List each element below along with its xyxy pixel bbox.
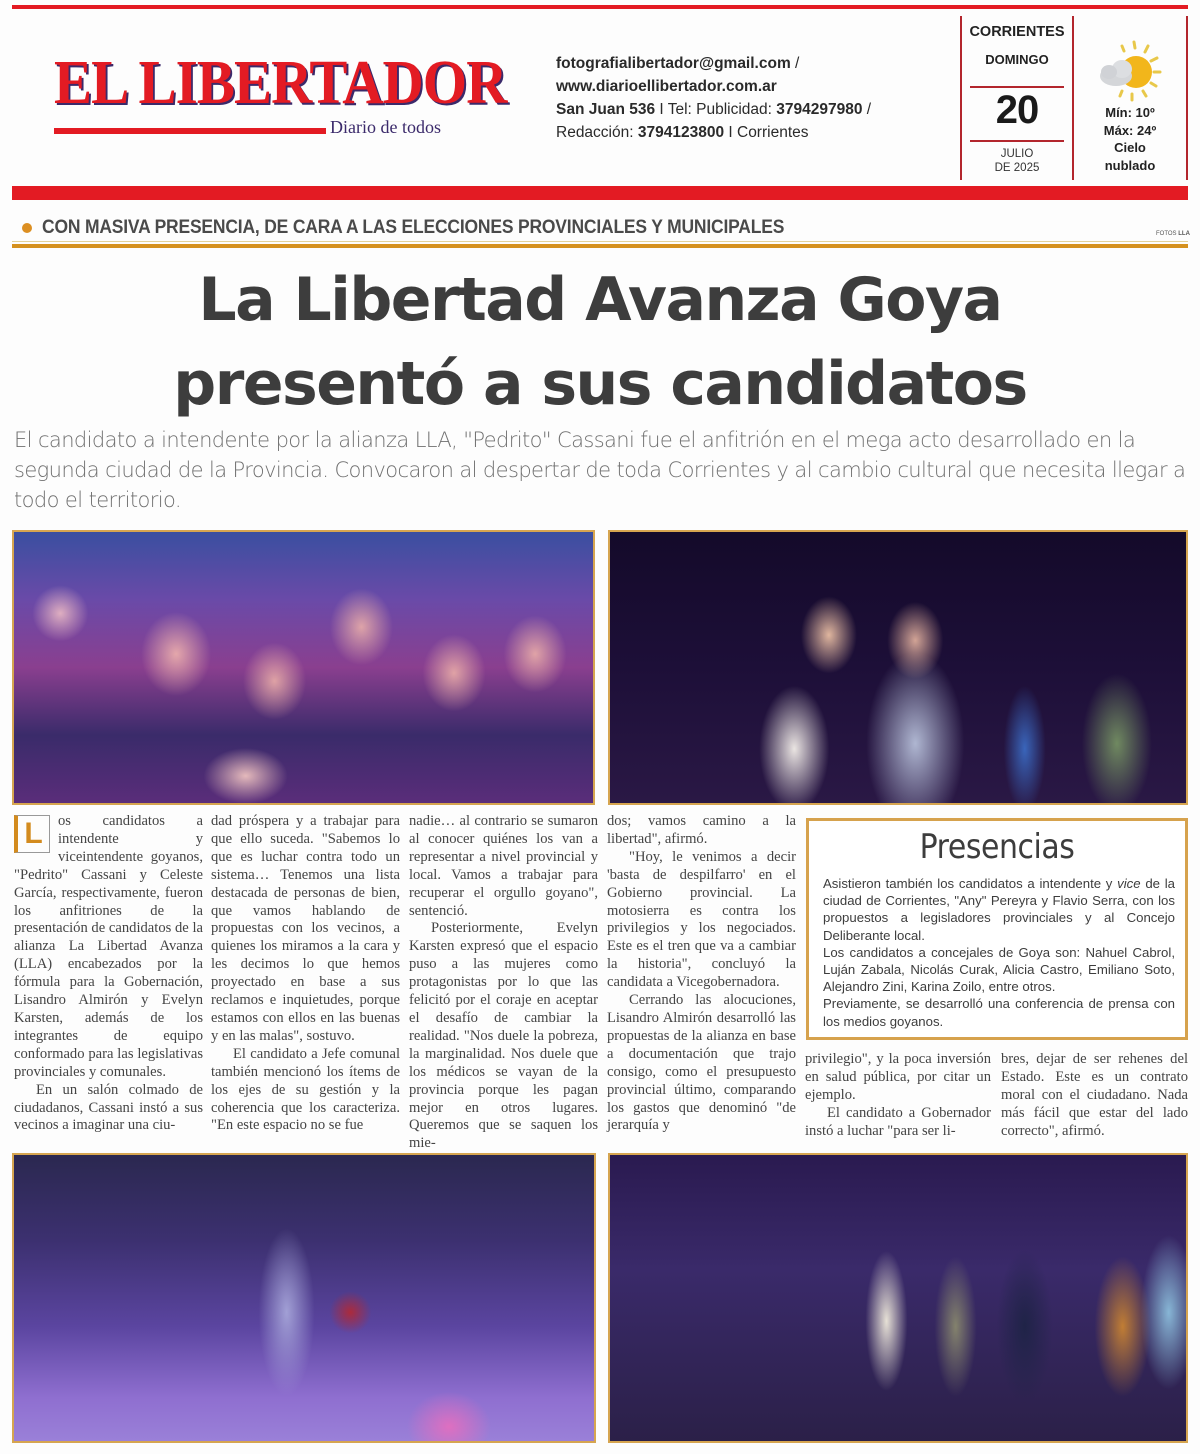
bullet-icon bbox=[22, 223, 32, 233]
contact-info bbox=[556, 52, 871, 144]
paragraph: "Hoy, le venimos a decir 'basta de despilfarro' en el Gobierno provincial. La motosierra es contra los privilegios y los negociados. Este es el tren que va a cambiar la historia", concluyó la candidata a Vicegobernadora. bbox=[607, 848, 796, 991]
photo-credit bbox=[1156, 231, 1190, 237]
presencias-sidebar bbox=[806, 818, 1188, 1040]
contact-address: San Juan 536 bbox=[556, 101, 656, 118]
headline-line: presentó a sus candidatos bbox=[173, 349, 1027, 419]
date-month: JULIO bbox=[1000, 148, 1034, 160]
weather-condition: Cielo bbox=[1114, 140, 1146, 155]
photo-stage-waving bbox=[608, 530, 1188, 805]
kicker-rule bbox=[12, 241, 1188, 242]
article-deck: El candidato a intendente por la alianza LLA, "Pedrito" Cassani fue el anfitrión en el mega acto desarrollado en la segunda ciudad de la Provincia. Convocaron al despertar de toda Corrientes y al cambio cultural que necesita llegar a todo el territorio. bbox=[14, 428, 1186, 512]
paragraph: dad próspera y a trabajar para que ello suceda. "Sabemos lo que es luchar contra todo un sistema… Tenemos una lista destacada de personas de bien, que vamos hablando de propuestas con los vecinos, a quienes los miramos a la cara y les decimos lo que hemos proyectado en base a sus reclamos e inquietudes, porque estamos con ellos en las buenas y en las malas", sostuvo. bbox=[211, 813, 400, 1044]
date-weekday: DOMINGO bbox=[985, 52, 1049, 67]
logo-underline bbox=[54, 128, 326, 134]
article-kicker: CON MASIVA PRESENCIA, DE CARA A LAS ELECCIONES PROVINCIALES Y MUNICIPALES bbox=[42, 217, 785, 238]
kicker-rule bbox=[12, 244, 1188, 248]
photo-speech-crowd bbox=[12, 1153, 596, 1443]
date-city: CORRIENTES bbox=[969, 24, 1065, 40]
article-column-4 bbox=[607, 813, 796, 1135]
article-column-3 bbox=[409, 813, 598, 1153]
drop-cap: L bbox=[14, 815, 50, 853]
sidebar-paragraph: Previamente, se desarrolló una conferencia de prensa con los medios goyanos. bbox=[823, 996, 1175, 1029]
sidebar-italic-run: vice bbox=[1117, 876, 1141, 891]
tel-publicidad: 3794297980 bbox=[776, 101, 863, 118]
paragraph: nadie… al contrario se sumaron al conocer quiénes los van a representar a nivel provincial y local. Vamos a trabajar para recuperar el orgullo goyano", sentenció. bbox=[409, 813, 598, 919]
photo-credit-label: FOTOS bbox=[1156, 231, 1179, 237]
paragraph: dos; vamos camino a la libertad", afirmó. bbox=[607, 813, 796, 847]
masthead-top-rule bbox=[12, 5, 1188, 9]
weather-min: Mín: 10º bbox=[1105, 105, 1155, 120]
tel-redaccion: 3794123800 bbox=[637, 124, 725, 141]
newspaper-tagline: Diario de todos bbox=[330, 117, 441, 137]
weather-condition: nublado bbox=[1104, 157, 1156, 173]
article-column-2 bbox=[211, 813, 400, 1135]
contact-website-line bbox=[556, 75, 871, 98]
sidebar-text-run: Asistieron también los candidatos a intendente y bbox=[823, 876, 1118, 891]
separator: / bbox=[790, 55, 800, 72]
contact-email[interactable]: fotografialibertador@gmail.com bbox=[556, 55, 791, 72]
sidebar-text-run: de la ciudad de Corrientes, "Any" Pereyra y Flavio Serra, con los propuestos a legisladores provinciales y al Concejo Deliberante local. bbox=[823, 876, 1175, 943]
redaccion-label: Redacción: bbox=[556, 124, 638, 141]
article-column-5 bbox=[805, 1051, 991, 1141]
sidebar-paragraph: Los candidatos a concejales de Goya son: Nahuel Cabrol, Luján Zabala, Nicolás Curak, Alicia Castro, Emiliano Soto, Alejandro Zini, Karina Zoilo, entre otros. bbox=[823, 944, 1175, 995]
tel-label: I Tel: Publicidad: bbox=[655, 101, 777, 118]
paragraph: os candidatos a intendente y viceintendente goyanos, "Pedrito" Cassani y Celeste García, respectivamente, fueron los anfitriones de la presentación de candidatos de la alianza La Libertad Avanza (LLA) encabezados por la fórmula para la Gobernación, Lisandro Almirón y Evelyn Karsten, además de los integrantes de equipo conformado para las legislativas provinciales y comunales. bbox=[14, 813, 203, 1080]
masthead-bottom-rule bbox=[12, 186, 1188, 200]
photo-credit-source: LLA bbox=[1178, 231, 1190, 237]
weather-box bbox=[1076, 16, 1188, 180]
photo-crowd-candidates bbox=[12, 530, 595, 805]
paragraph: El candidato a Jefe comunal también mencionó los ítems de los ejes de su gestión y la coherencia que los caracteriza. "En este espacio no se fue bbox=[211, 1045, 400, 1134]
weather-info bbox=[1076, 104, 1184, 174]
paragraph: bres, dejar de ser rehenes del Estado. Este es un contrato moral con el ciudadano. Nada más fácil que estar del lado correcto", afirmó. bbox=[1001, 1051, 1188, 1139]
city-label: I Corrientes bbox=[724, 124, 809, 141]
article-column-1 bbox=[14, 813, 203, 1135]
contact-redaccion-line bbox=[556, 121, 871, 144]
partly-cloudy-icon bbox=[1094, 38, 1164, 108]
contact-email-line bbox=[556, 52, 871, 75]
date-divider bbox=[970, 140, 1064, 142]
photo-group-candidates bbox=[608, 1153, 1188, 1443]
date-month-year bbox=[962, 147, 1072, 175]
paragraph: En un salón colmado de ciudadanos, Cassani instó a sus vecinos a imaginar una ciu- bbox=[14, 1081, 203, 1134]
sidebar-text bbox=[823, 875, 1175, 1030]
paragraph: Cerrando las alocuciones, Lisandro Almirón desarrolló las propuestas de la alianza en base a documentación que trajo consigo, como el presupuesto provincial último, comparando los gastos que denominó "de jerarquía y bbox=[607, 992, 796, 1134]
contact-website[interactable]: www.diarioellibertador.com.ar bbox=[556, 78, 777, 95]
date-year: DE 2025 bbox=[994, 162, 1040, 174]
article-column-6 bbox=[1001, 1051, 1188, 1141]
paragraph: Posteriormente, Evelyn Karsten expresó que el espacio puso a las mujeres como protagonistas por lo que las felicitó por el coraje en aceptar el desafío de cambiar la realidad. "Nos duele la pobreza, la marginalidad. Nos duele que los médicos se vayan de la provincia porque les pagan mejor en otros lugares. Queremos que se saquen los mie- bbox=[409, 920, 598, 1152]
sidebar-title: Presencias bbox=[919, 827, 1075, 867]
weather-max: Máx: 24º bbox=[1103, 122, 1157, 138]
headline-line: La Libertad Avanza Goya bbox=[198, 265, 1002, 335]
article-headline bbox=[0, 258, 1200, 426]
contact-address-line bbox=[556, 98, 871, 121]
date-day-number: 20 bbox=[995, 88, 1039, 132]
paragraph: privilegio", y la poca inversión en salud pública, por citar un ejemplo. bbox=[805, 1051, 991, 1103]
sidebar-paragraph bbox=[823, 875, 1175, 944]
newspaper-logo: EL LIBERTADOR bbox=[54, 49, 507, 117]
paragraph: El candidato a Gobernador instó a luchar "para ser li- bbox=[805, 1104, 991, 1139]
date-box bbox=[960, 16, 1074, 180]
separator: / bbox=[862, 101, 872, 118]
